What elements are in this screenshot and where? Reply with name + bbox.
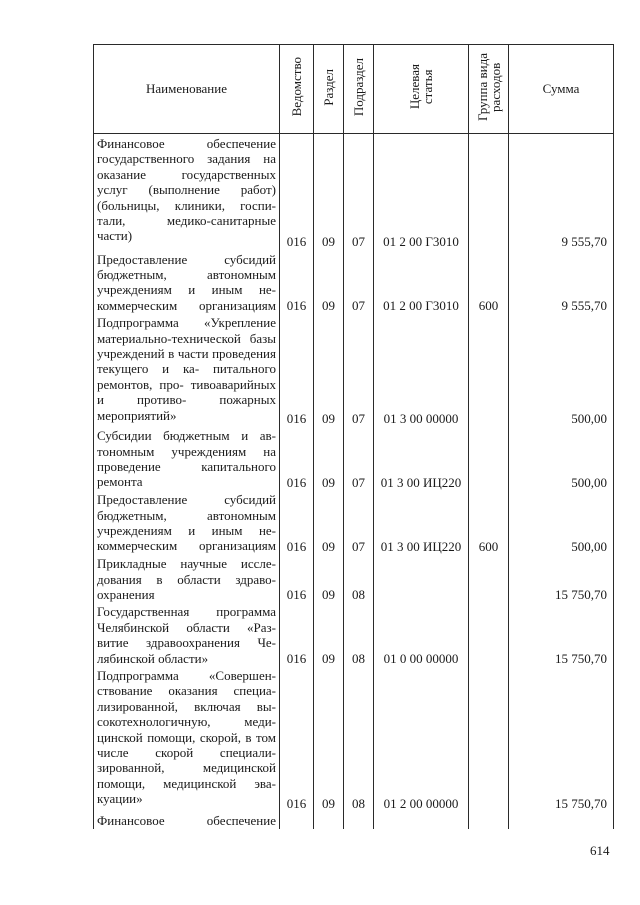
table-row (94, 602, 614, 666)
row-target (374, 554, 469, 602)
table-row (94, 490, 614, 554)
header-razdel: Раздел (314, 45, 344, 134)
row-sum: 9 555,70 (509, 250, 614, 314)
table-row (94, 313, 614, 426)
row-sum: 15 750,70 (509, 602, 614, 666)
row-vedomstvo (280, 811, 314, 829)
row-target: 01 3 00 00000 (374, 313, 469, 426)
row-sum: 9 555,70 (509, 134, 614, 250)
row-podrazdel: 07 (344, 313, 374, 426)
row-razdel: 09 (314, 313, 344, 426)
row-podrazdel: 08 (344, 666, 374, 811)
table-row (94, 134, 614, 250)
row-razdel: 09 (314, 602, 344, 666)
row-name: Подпрограмма «Укрепление материально-технической базы учреждений в части проведения текущего и ка- питального ремонтов, про- тивоаварийных и противо- пожарных мероприятий» (94, 313, 280, 426)
row-vedomstvo: 016 (280, 554, 314, 602)
row-razdel: 09 (314, 426, 344, 490)
table-row (94, 666, 614, 811)
header-target: Целевая статья (374, 45, 469, 134)
row-target: 01 2 00 00000 (374, 666, 469, 811)
table-row (94, 554, 614, 602)
row-sum: 500,00 (509, 426, 614, 490)
table-row (94, 426, 614, 490)
row-name: Финансовое обеспечение (94, 811, 280, 829)
row-podrazdel: 08 (344, 554, 374, 602)
header-name: Наименование (94, 45, 280, 134)
row-group: 600 (469, 250, 509, 314)
row-name: Подпрограмма «Совершен- ствование оказания специа- лизированной, включая вы- сокотехнологичную, меди- цинской помощи, скорой, в том числе скорой специали- зированной, медицинской помощи, медицинской эва- куации» (94, 666, 280, 811)
header-sum: Сумма (509, 45, 614, 134)
row-group (469, 554, 509, 602)
row-razdel: 09 (314, 490, 344, 554)
budget-table-page (93, 44, 613, 828)
row-target: 01 3 00 ИЦ220 (374, 426, 469, 490)
row-podrazdel (344, 811, 374, 829)
row-group (469, 134, 509, 250)
table-header-row (94, 45, 614, 134)
row-razdel: 09 (314, 666, 344, 811)
row-vedomstvo: 016 (280, 134, 314, 250)
row-podrazdel: 07 (344, 250, 374, 314)
row-group (469, 602, 509, 666)
row-group (469, 666, 509, 811)
row-vedomstvo: 016 (280, 490, 314, 554)
row-sum (509, 811, 614, 829)
row-name: Предоставление субсидий бюджетным, автономным учреждениям и иным не- коммерческим организациям (94, 250, 280, 314)
row-group (469, 426, 509, 490)
row-target (374, 811, 469, 829)
row-podrazdel: 08 (344, 602, 374, 666)
row-name: Предоставление субсидий бюджетным, автономным учреждениям и иным не- коммерческим организациям (94, 490, 280, 554)
row-sum: 500,00 (509, 490, 614, 554)
row-group: 600 (469, 490, 509, 554)
row-name: Субсидии бюджетным и ав- тономным учреждениям на проведение капитального ремонта (94, 426, 280, 490)
row-razdel: 09 (314, 554, 344, 602)
row-target: 01 2 00 Г3010 (374, 250, 469, 314)
header-group: Группа вида расходов (469, 45, 509, 134)
row-vedomstvo: 016 (280, 426, 314, 490)
budget-table (93, 44, 614, 829)
row-podrazdel: 07 (344, 490, 374, 554)
header-vedomstvo: Ведомство (280, 45, 314, 134)
row-group (469, 313, 509, 426)
row-name: Прикладные научные иссле- дования в области здраво- охранения (94, 554, 280, 602)
row-podrazdel: 07 (344, 426, 374, 490)
row-razdel: 09 (314, 134, 344, 250)
row-target: 01 2 00 Г3010 (374, 134, 469, 250)
row-vedomstvo: 016 (280, 313, 314, 426)
table-row (94, 811, 614, 829)
row-target: 01 0 00 00000 (374, 602, 469, 666)
row-name: Государственная программа Челябинской области «Раз- витие здравоохранения Че- лябинской области» (94, 602, 280, 666)
row-sum: 15 750,70 (509, 554, 614, 602)
page-number: 614 (590, 843, 610, 858)
header-podrazdel: Подраздел (344, 45, 374, 134)
table-row (94, 250, 614, 314)
row-razdel (314, 811, 344, 829)
row-razdel: 09 (314, 250, 344, 314)
row-group (469, 811, 509, 829)
row-vedomstvo: 016 (280, 602, 314, 666)
row-sum: 15 750,70 (509, 666, 614, 811)
row-vedomstvo: 016 (280, 250, 314, 314)
row-podrazdel: 07 (344, 134, 374, 250)
row-vedomstvo: 016 (280, 666, 314, 811)
row-target: 01 3 00 ИЦ220 (374, 490, 469, 554)
row-name: Финансовое обеспечение государственного задания на оказание государственных услуг (выполнение работ) (больницы, клиники, госпи- тали, медико-санитарные части) (94, 134, 280, 250)
row-sum: 500,00 (509, 313, 614, 426)
